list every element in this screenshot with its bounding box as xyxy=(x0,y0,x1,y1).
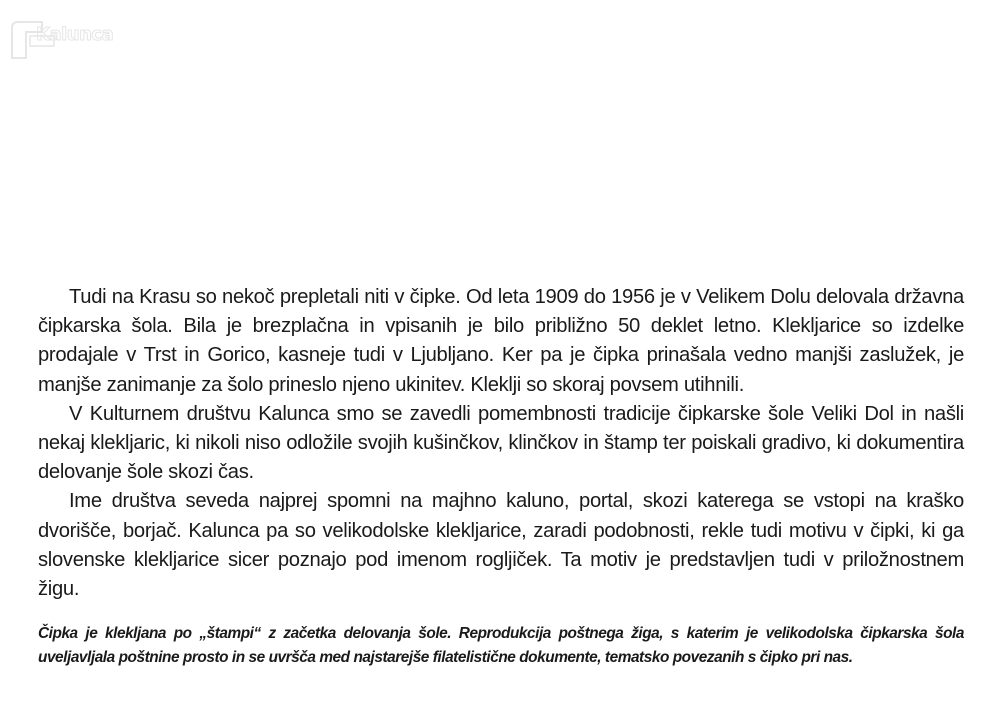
logo-text: Kalunca xyxy=(36,24,114,45)
paragraph-1: Tudi na Krasu so nekoč prepletali niti v čipke. Od leta 1909 do 1956 je v Velikem Dolu delovala državna čipkarska šola. Bila je brezplačna in vpisanih je bilo približno 50 deklet letno. Klekljarice so izdelke prodajale v Trst in Gorico, kasneje tudi v Ljubljano. Ker pa je čipka prinašala vedno manjši zaslužek, je manjše zanimanje za šolo prineslo njeno ukinitev. Klekljі so skoraj povsem utihnili. xyxy=(38,286,964,396)
paragraph-2: V Kulturnem društvu Kalunca smo se zavedli pomembnosti tradicije čipkarske šole Veliki Dol in našli nekaj klekljaric, ki nikoli niso odložile svojih kušinčkov, klinčkov in štamp ter poiskali gradivo, ki dokumentira delovanje šole skozi čas. xyxy=(38,402,964,484)
kalunca-logo xyxy=(8,18,118,62)
paragraph-3: Ime društva seveda najprej spomni na majhno kaluno, portal, skozi katerega se vstopi na kraško dvorišče, borjač. Kalunca pa so velikodolske klekljarice, zaradi podobnosti, rekle tudi motivu v čipki, ki ga slovenske klekljarice sicer poznajo pod imenom rogljiček. Ta motiv je predstavljen tudi v priložnostnem žigu. xyxy=(38,490,964,601)
image-caption: Čipka je klekljana po „štampi“ z začetka delovanja šole. Reprodukcija poštnega žiga, s katerim je velikodolska čipkarska šola uveljavljala poštnine prosto in se uvršča med najstarejše filatelistične dokumente, tematsko povezanih s čipko pri nas. xyxy=(38,625,964,666)
article-body xyxy=(38,283,964,604)
